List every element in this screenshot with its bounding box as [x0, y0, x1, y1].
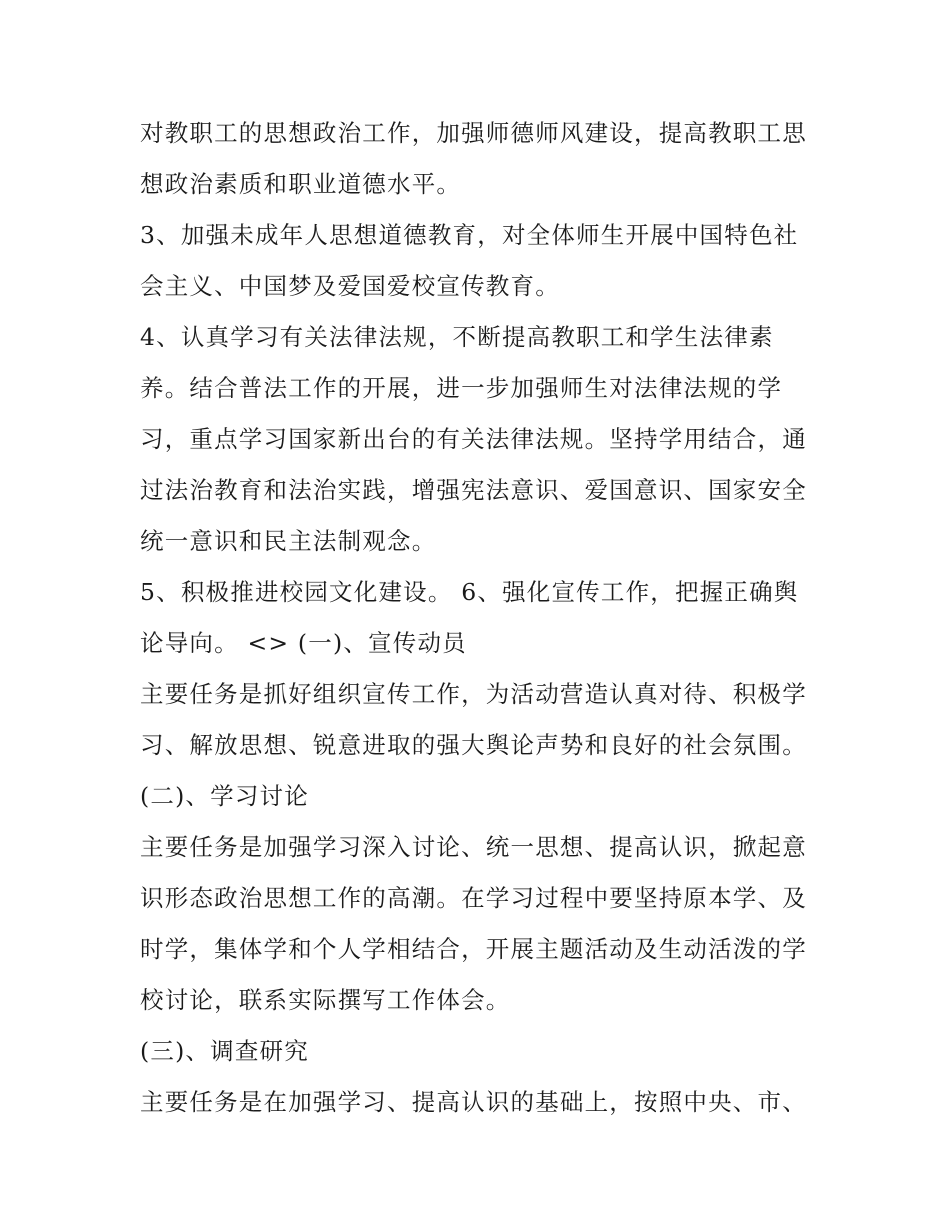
- text-line: 主要任务是在加强学习、提高认识的基础上，按照中央、市、: [140, 1088, 807, 1116]
- text-line: 4、认真学习有关法律法规，不断提高教职工和学生法律素: [140, 323, 774, 351]
- document-body: [140, 108, 820, 1128]
- text-line: 时学，集体学和个人学相结合，开展主题活动及生动活泼的学: [140, 935, 807, 963]
- text-line: 主要任务是加强学习深入讨论、统一思想、提高认识，掀起意: [140, 833, 807, 861]
- section-heading: (二)、学习讨论: [140, 782, 309, 810]
- text-line: 对教职工的思想政治工作，加强师德师风建设，提高教职工思: [140, 119, 807, 147]
- text-line: 校讨论，联系实际撰写工作体会。: [140, 986, 511, 1014]
- text-line: 统一意识和民主法制观念。: [140, 527, 437, 555]
- text-line: 想政治素质和职业道德水平。: [140, 170, 462, 198]
- text-line: 会主义、中国梦及爱国爱校宣传教育。: [140, 272, 560, 300]
- text-line: 论导向。 <> (一)、宣传动员: [140, 629, 467, 657]
- text-line: 习、解放思想、锐意进取的强大舆论声势和良好的社会氛围。: [140, 731, 807, 759]
- text-line: 养。结合普法工作的开展，进一步加强师生对法律法规的学: [140, 374, 783, 402]
- text-line: 过法治教育和法治实践，增强宪法意识、爱国意识、国家安全: [140, 476, 807, 504]
- text-line: 主要任务是抓好组织宣传工作，为活动营造认真对待、积极学: [140, 680, 807, 708]
- text-line: 5、积极推进校园文化建设。 6、强化宣传工作，把握正确舆: [140, 578, 799, 606]
- text-line: 识形态政治思想工作的高潮。在学习过程中要坚持原本学、及: [140, 884, 807, 912]
- section-heading: (三)、调查研究: [140, 1037, 309, 1065]
- text-line: 3、加强未成年人思想道德教育，对全体师生开展中国特色社: [140, 221, 799, 249]
- text-line: 习，重点学习国家新出台的有关法律法规。坚持学用结合，通: [140, 425, 807, 453]
